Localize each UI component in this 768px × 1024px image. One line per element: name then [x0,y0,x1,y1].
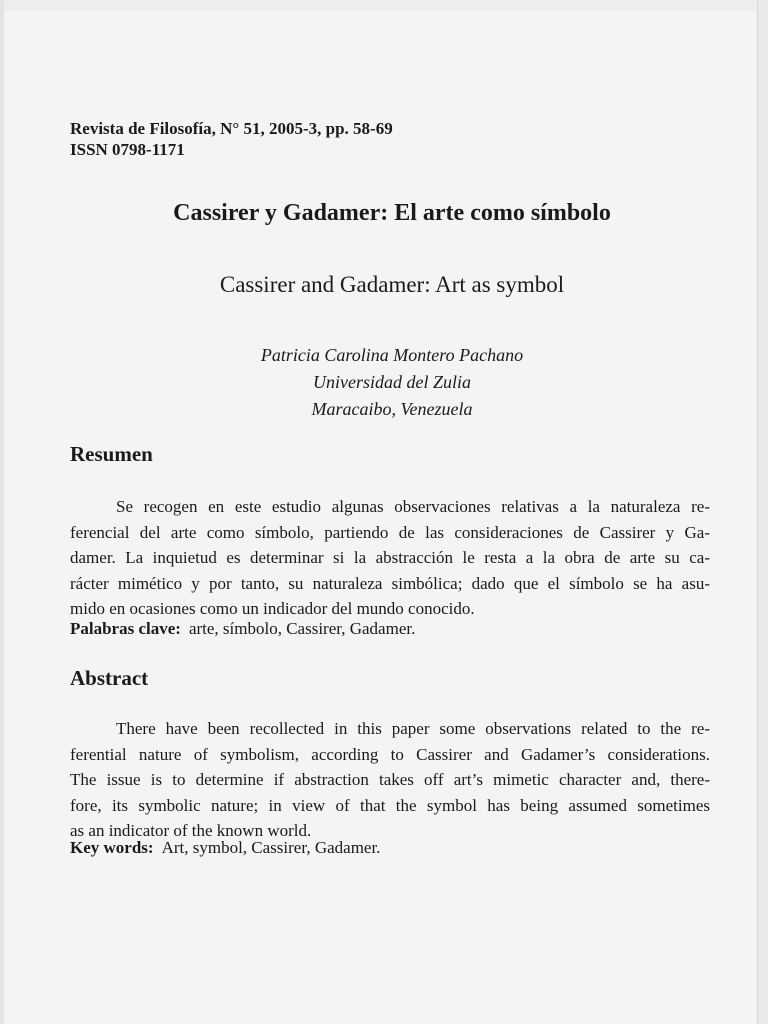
resumen-paragraph [70,494,710,622]
scan-edge-right [757,0,768,1024]
author-name: Patricia Carolina Montero Pachano [260,345,524,365]
resumen-line: Se recogen en este estudio algunas observaciones relativas a la naturaleza re- [116,497,710,516]
resumen-keywords-value: arte, símbolo, Cassirer, Gadamer. [188,619,416,638]
resumen-line: ferencial del arte como símbolo, partiendo de las consideraciones de Cassirer y Ga- [70,522,710,542]
paper-title: Cassirer y Gadamer: El arte como símbolo [173,200,611,226]
journal-header [70,118,393,160]
paper-subtitle: Cassirer and Gadamer: Art as symbol [219,272,565,297]
abstract-line: The issue is to determine if abstraction takes off art’s mimetic character and, there- [70,770,710,789]
author-institution: Universidad del Zulia [313,372,471,392]
abstract-line: fore, its symbolic nature; in view of that the symbol has being assumed sometimes [70,795,710,815]
abstract-keywords-label: Key words: [70,838,154,857]
abstract-keywords-value: Art, symbol, Cassirer, Gadamer. [161,838,381,857]
abstract-line: as an indicator of the known world. [70,821,312,840]
resumen-line: damer. La inquietud es determinar si la abstracción le resta a la obra de arte su ca- [70,548,710,567]
resumen-heading: Resumen [70,442,153,466]
abstract-keywords [70,838,380,858]
resumen-keywords [70,619,415,639]
resumen-line: mido en ocasiones como un indicador del mundo conocido. [70,599,475,618]
abstract-line: There have been recollected in this paper some observations related to the re- [116,719,710,738]
resumen-line: rácter mimético y por tanto, su naturaleza simbólica; dado que el símbolo se ha asu- [70,573,710,593]
scan-edge-left [0,0,4,1024]
abstract-line: ferential nature of symbolism, according to Cassirer and Gadamer’s considerations. [70,744,710,764]
author-location: Maracaibo, Venezuela [311,399,473,419]
resumen-keywords-label: Palabras clave: [70,619,181,638]
journal-issn: ISSN 0798-1171 [70,140,185,159]
scan-edge-top [0,0,768,10]
author-block [0,342,768,423]
abstract-heading: Abstract [70,666,149,690]
abstract-paragraph [70,716,710,844]
journal-citation: Revista de Filosofía, N° 51, 2005-3, pp. 58-69 [70,119,393,138]
